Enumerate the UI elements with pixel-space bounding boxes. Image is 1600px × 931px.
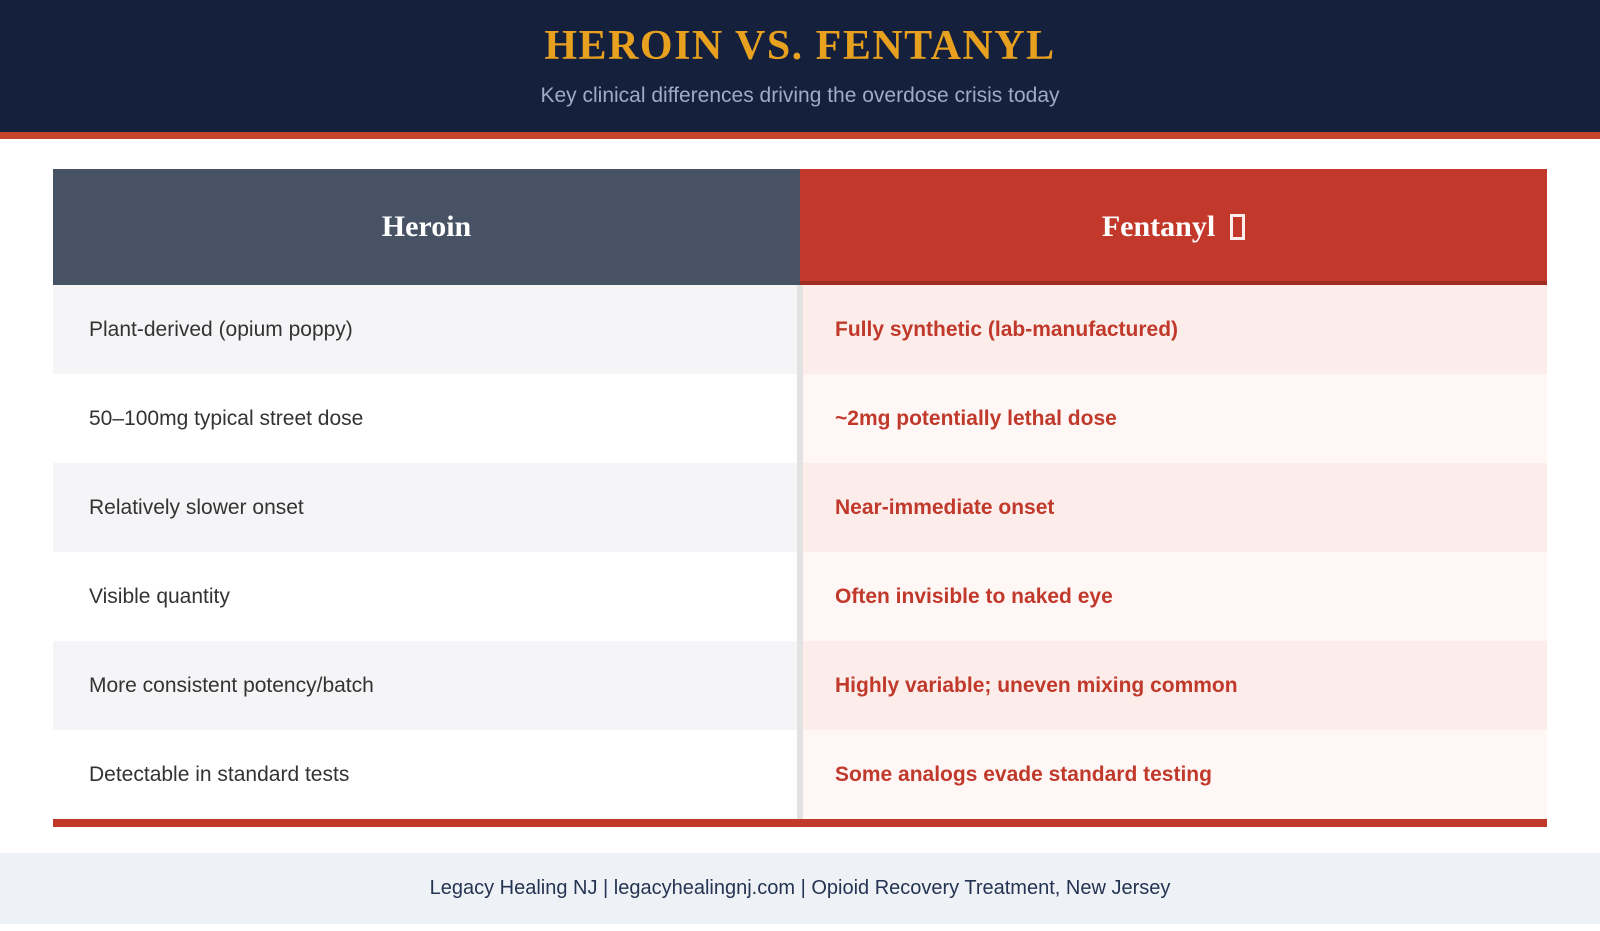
page-subtitle: Key clinical differences driving the overdose crisis today <box>540 84 1060 107</box>
fentanyl-header-label: Fentanyl <box>1101 210 1216 243</box>
table-row <box>53 463 1547 552</box>
fentanyl-cell <box>803 463 1547 552</box>
table-body <box>53 285 1547 819</box>
fentanyl-cell <box>803 285 1547 374</box>
heroin-cell <box>53 374 797 463</box>
comparison-table <box>53 169 1547 819</box>
column-header-heroin <box>53 169 800 285</box>
table-row <box>53 730 1547 819</box>
table-row <box>53 552 1547 641</box>
heroin-cell <box>53 463 797 552</box>
table-header-row <box>53 169 1547 285</box>
fentanyl-cell-text: Highly variable; uneven mixing common <box>835 673 1238 697</box>
page-title: HEROIN VS. FENTANYL <box>544 23 1056 69</box>
heroin-cell-text: 50–100mg typical street dose <box>89 406 364 430</box>
bottom-accent-rule <box>53 819 1547 827</box>
fentanyl-cell-text: Near-immediate onset <box>835 495 1055 519</box>
missing-glyph-icon <box>1230 214 1245 240</box>
heroin-cell-text: Detectable in standard tests <box>89 762 350 786</box>
column-header-fentanyl <box>800 169 1547 285</box>
heroin-cell-text: Plant-derived (opium poppy) <box>89 317 353 341</box>
table-row <box>53 285 1547 374</box>
fentanyl-cell-text: Some analogs evade standard testing <box>835 762 1212 786</box>
footer-attribution: Legacy Healing NJ | legacyhealingnj.com | Opioid Recovery Treatment, New Jersey <box>429 877 1171 899</box>
page-header <box>0 0 1600 139</box>
fentanyl-cell-text: Fully synthetic (lab-manufactured) <box>835 317 1179 341</box>
fentanyl-cell <box>803 730 1547 819</box>
fentanyl-cell <box>803 374 1547 463</box>
fentanyl-cell <box>803 552 1547 641</box>
fentanyl-cell-text: Often invisible to naked eye <box>835 584 1113 608</box>
heroin-cell <box>53 730 797 819</box>
heroin-header-label: Heroin <box>381 210 472 243</box>
heroin-cell <box>53 641 797 730</box>
fentanyl-cell <box>803 641 1547 730</box>
table-row <box>53 374 1547 463</box>
heroin-cell-text: More consistent potency/batch <box>89 673 374 697</box>
heroin-cell <box>53 285 797 374</box>
heroin-cell <box>53 552 797 641</box>
table-row <box>53 641 1547 730</box>
page-footer <box>0 853 1600 924</box>
fentanyl-cell-text: ~2mg potentially lethal dose <box>835 406 1117 430</box>
heroin-cell-text: Relatively slower onset <box>89 495 304 519</box>
heroin-cell-text: Visible quantity <box>89 584 230 608</box>
